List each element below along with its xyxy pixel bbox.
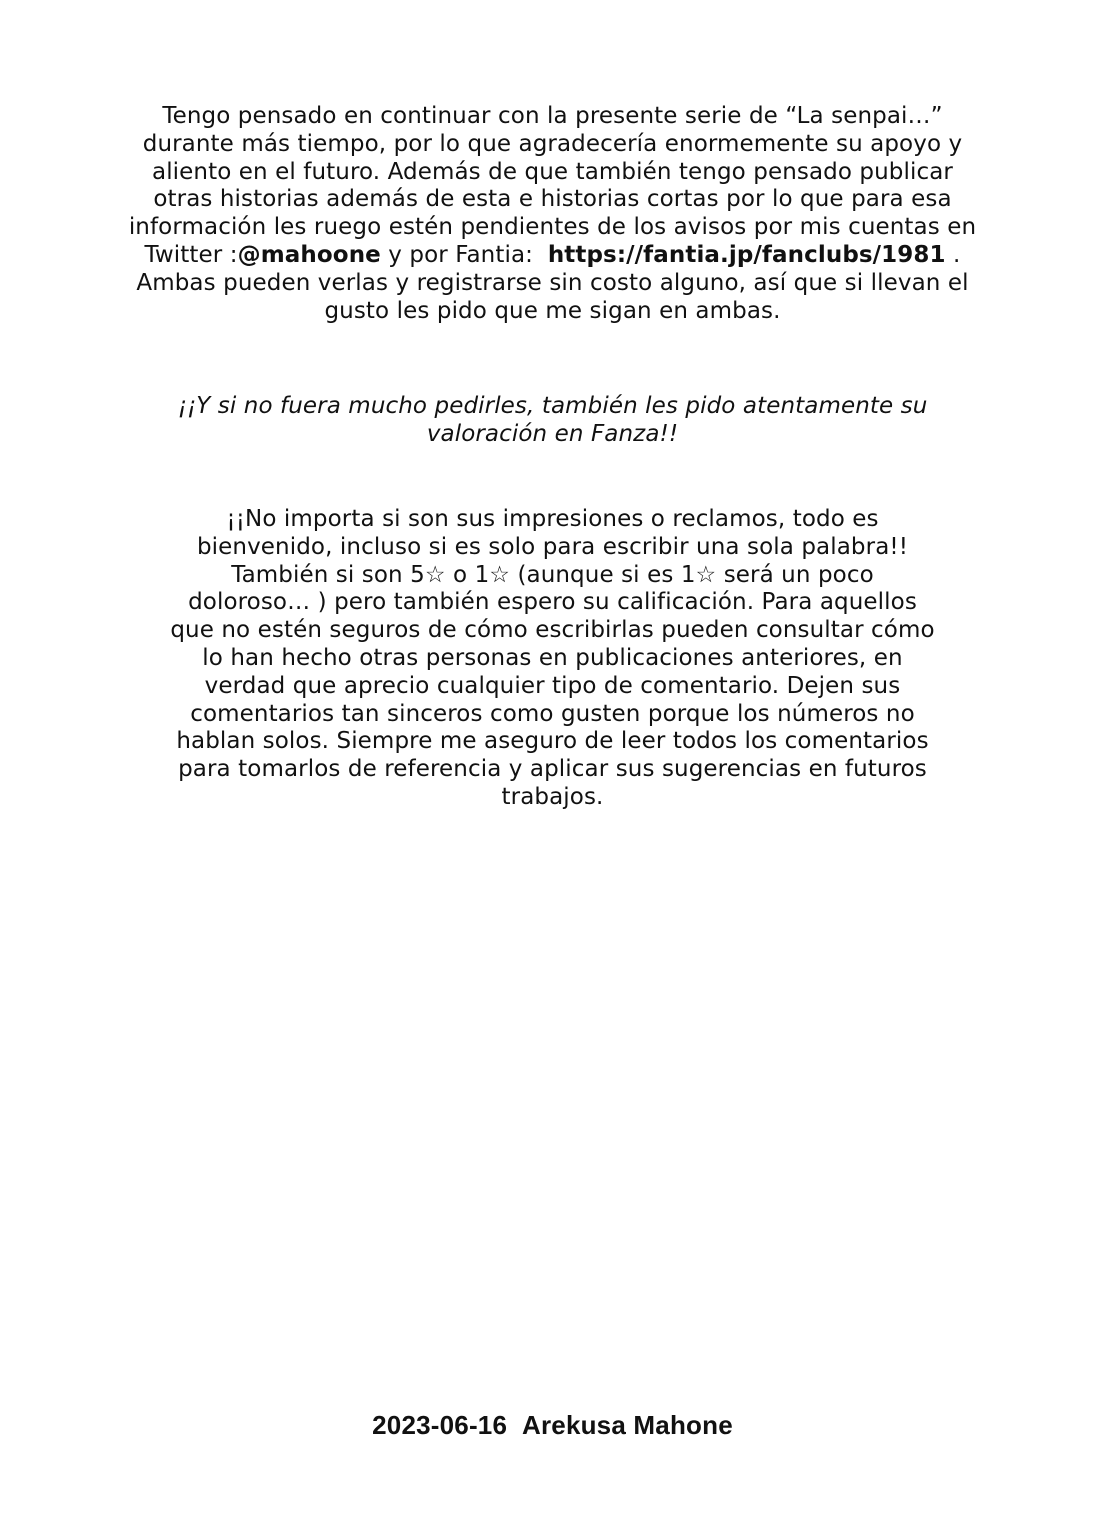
twitter-label: Twitter: [144, 241, 223, 268]
text-line: doloroso… ) pero también espero su calificación. Para aquellos: [188, 589, 917, 616]
fantia-label: y por Fantia:: [388, 241, 533, 268]
text-line: valoración en Fanza!!: [426, 420, 679, 447]
text-line: Ambas pueden verlas y registrarse sin costo alguno, así que si llevan el: [136, 269, 969, 296]
text-line: Tengo pensado en continuar con la presente serie de “La senpai…”: [162, 103, 943, 129]
fantia-url-link[interactable]: https://fantia.jp/fanclubs/1981: [547, 241, 946, 268]
text-line: otras historias además de esta e historias cortas por lo que para esa: [153, 186, 952, 213]
signature: [0, 1410, 1105, 1441]
text-line: hablan solos. Siempre me aseguro de leer todos los comentarios: [176, 728, 929, 755]
text-line: gusto les pido que me sigan en ambas.: [324, 297, 781, 324]
text-line: durante más tiempo, por lo que agradecería enormemente su apoyo y: [142, 130, 963, 157]
text-line: lo han hecho otras personas en publicaciones anteriores, en: [202, 644, 903, 671]
text-line: comentarios tan sinceros como gusten porque los números no: [190, 700, 915, 727]
twitter-handle-link[interactable]: @mahoone: [237, 241, 381, 268]
text-line: También si son 5☆ o 1☆ (aunque si es 1☆ será un poco: [231, 561, 874, 588]
text-line: para tomarlos de referencia y aplicar sus sugerencias en futuros: [178, 756, 927, 783]
colon: :: [229, 241, 238, 268]
text-line: aliento en el futuro. Además de que también tengo pensado publicar: [152, 158, 953, 185]
continuation-paragraph: [110, 103, 995, 325]
text-line: ¡¡Y si no fuera mucho pedirles, también les pido atentamente su: [177, 393, 928, 419]
text-line: que no estén seguros de cómo escribirlas pueden consultar cómo: [170, 617, 935, 644]
signature-author: Arekusa Mahone: [521, 1410, 733, 1440]
rating-request-paragraph: [110, 393, 995, 449]
text-line: información les ruego estén pendientes de los avisos por mis cuentas en: [128, 214, 977, 241]
text-line: ¡¡No importa si son sus impresiones o reclamos, todo es: [226, 506, 879, 532]
signature-date: 2023-06-16: [372, 1410, 508, 1440]
text-line: trabajos.: [501, 783, 604, 810]
feedback-paragraph: [110, 506, 995, 812]
period: .: [953, 241, 961, 268]
text-line: bienvenido, incluso si es solo para escribir una sola palabra!!: [196, 533, 909, 560]
social-links-line: [110, 242, 995, 270]
text-line: verdad que aprecio cualquier tipo de comentario. Dejen sus: [204, 672, 901, 699]
